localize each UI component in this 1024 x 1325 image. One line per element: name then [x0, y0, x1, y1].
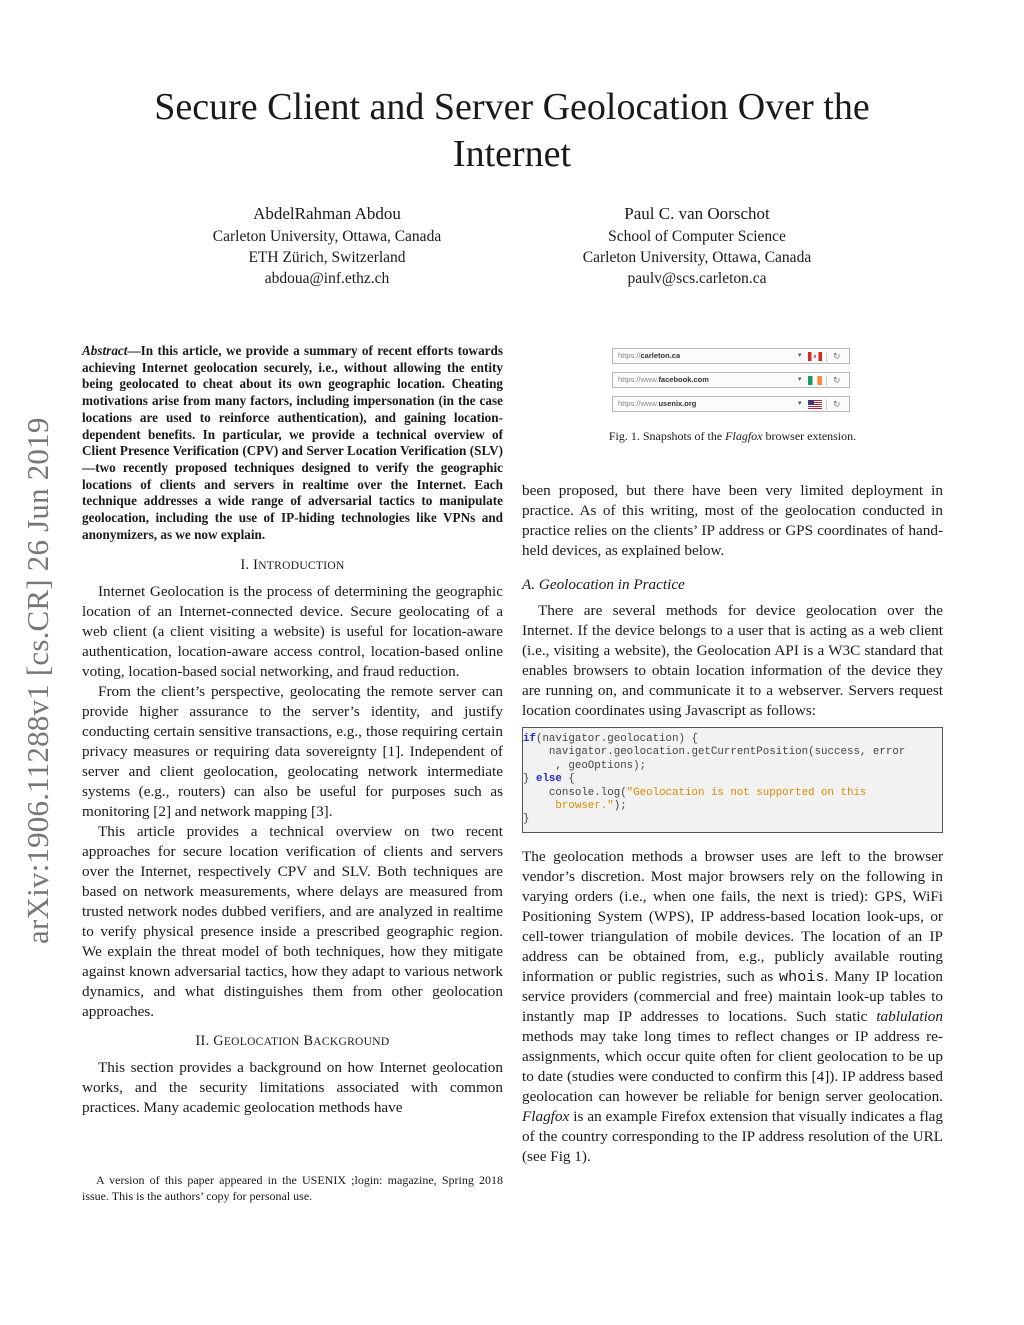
code-line: browser.");	[523, 800, 627, 813]
section-title-rest: NTRODUCTION	[258, 560, 345, 573]
section-title-rest: EOLOCATION	[223, 1036, 300, 1049]
section-numeral: II.	[195, 1033, 210, 1050]
footnote: A version of this paper appeared in the USENIX ;login: magazine, Spring 2018 issue. This is the authors’ copy for personal use.	[82, 1173, 503, 1203]
subsection-heading: A. Geolocation in Practice	[522, 576, 685, 593]
abstract-lead: Abstract	[82, 343, 128, 358]
author-name: Paul C. van Oorschot	[624, 204, 770, 223]
author-block-2	[547, 202, 847, 289]
canada-flag-icon	[808, 352, 822, 361]
section-initial: G	[213, 1033, 224, 1050]
divider	[826, 399, 827, 410]
divider	[826, 351, 827, 362]
practice-paragraph-1: There are several methods for device geolocation over the Internet. If the device belongs to a user that is acting as a web client (i.e., visiting a website), the Geolocation API is a W3C standard that enables browsers to obtain location information of the device they are running on, and communicate it to a webserver. Servers request location coordinates using Javascript as follows:	[522, 602, 943, 719]
section-heading-introduction	[82, 555, 503, 576]
paper-title: Secure Client and Server Geolocation Over the Internet	[154, 86, 870, 175]
author-name: AbdelRahman Abdou	[253, 204, 401, 223]
chevron-down-icon: ▾	[798, 352, 802, 359]
usa-flag-icon	[808, 400, 822, 409]
arxiv-watermark	[14, 360, 66, 944]
flagfox-figure	[612, 346, 852, 414]
author-affiliation: School of Computer Science	[608, 228, 786, 245]
chevron-down-icon: ▾	[798, 400, 802, 407]
author-block-1	[177, 202, 477, 289]
intro-paragraph-2: From the client’s perspective, geolocating the remote server can provide higher assurance to the server’s identity, and justify conducting certain sensitive transactions, e.g., those requiring certain privacy measures or requiring data sovereignty [1]. Independent of server and client geolocation, geolocating network intermediate systems (e.g., routers) can also be useful for purposes such as monitoring [2] and network mapping [3].	[82, 683, 503, 821]
code-line: navigator.geolocation.getCurrentPosition(success, error	[523, 746, 906, 759]
code-line: , geoOptions);	[523, 759, 647, 772]
url-text: https://www.facebook.com	[618, 375, 709, 384]
practice-paragraph-2: The geolocation methods a browser uses are left to the browser vendor’s discretion. Most major browsers rely on the following in varying orders (i.e., when one fails, the next is tried): GPS, WiFi Positioning System (WPS), IP address-based location look-ups, or cell-tower triangulation of mobile devices. The location of an IP address can be obtained from, e.g., publicly available routing information or public registries, such as whois. Many IP location service providers (commercial and free) maintain look-up tables to instantly map IP addresses to locations. Such static tablulation methods may take long times to reflect changes or IP address re-assignments, which occur quite often for client geolocation to be up to date (studies were conducted to confirm this [4]). IP address based geolocation can however be reliable for benign server geolocation. Flagfox is an example Firefox extension that visually indicates a flag of the country corresponding to the IP address resolution of the URL (see Fig 1).	[522, 847, 944, 1165]
code-line: if(navigator.geolocation) {	[523, 733, 698, 745]
url-bar	[612, 348, 850, 364]
url-bar	[612, 396, 850, 412]
code-line: } else {	[523, 773, 575, 786]
intro-paragraph-3: This article provides a technical overview on two recent approaches for secure location verification of clients and servers over the Internet, respectively CPV and SLV. Both techniques are based on network measurements, where delays are measured from trusted network nodes dubbed verifiers, and are analyzed in realtime to verify physical presence inside a prescribed geographic region. We explain the threat model of both techniques, how they mitigate against known adversarial tactics, how they adapt to various network dynamics, and what distinguishes them from other geolocation approaches.	[82, 823, 503, 1021]
chevron-down-icon: ▾	[798, 376, 802, 383]
code-listing	[522, 727, 943, 833]
author-affiliation: Carleton University, Ottawa, Canada	[212, 228, 442, 245]
section-initial: B	[303, 1033, 314, 1050]
right-column	[522, 481, 943, 1167]
left-column	[82, 343, 503, 1118]
arxiv-id: arXiv:1906.11288v1 [cs.CR] 26 Jun 2019	[20, 417, 55, 944]
reload-icon: ↻	[833, 375, 841, 385]
url-text: https://www.usenix.org	[618, 399, 697, 408]
code-line: }	[523, 813, 530, 826]
section-title-rest: ACKGROUND	[313, 1036, 390, 1049]
url-text: https://carleton.ca	[618, 351, 681, 360]
divider	[826, 375, 827, 386]
author-email: paulv@scs.carleton.ca	[627, 270, 767, 287]
url-bar	[612, 372, 850, 388]
background-paragraph-1-continued: been proposed, but there have been very limited deployment in practice. As of this writing, most of the geolocation conducted in practice relies on the clients’ IP address or GPS coordinates of hand-held devices, as explained below.	[522, 482, 943, 559]
reload-icon: ↻	[833, 351, 841, 361]
background-paragraph-1: This section provides a background on how Internet geolocation works, and the security limitations associated with common practices. Many academic geolocation methods have	[82, 1059, 503, 1117]
author-affiliation: ETH Zürich, Switzerland	[248, 249, 406, 266]
section-initial: I	[253, 557, 259, 574]
reload-icon: ↻	[833, 399, 841, 409]
author-affiliation: Carleton University, Ottawa, Canada	[582, 249, 812, 266]
intro-paragraph-1: Internet Geolocation is the process of determining the geographic location of an Internet-connected device. Secure geolocating of a web client (a client visiting a website) is useful for location-aware authentication, location-aware access control, location-based online voting, location-based social networking, and fraud reduction.	[82, 583, 503, 681]
figure-caption: Fig. 1. Snapshots of the Flagfox browser extension.	[608, 429, 857, 443]
code-line: console.log("Geolocation is not supported on this	[523, 786, 867, 799]
section-numeral: I.	[240, 557, 250, 574]
abstract	[82, 343, 503, 543]
abstract-text: —In this article, we provide a summary of recent efforts towards achieving Internet geolocation securely, i.e., without allowing the entity being geolocated to cheat about its own geographic location. Cheating motivations arise from many factors, including impersonation (in the case locations are used to reinforce authentication), and gaining location-dependent benefits. In particular, we provide a technical overview of Client Presence Verification (CPV) and Server Location Verification (SLV)—two recently proposed techniques designed to verify the geographic locations of clients and servers in realtime over the Internet. Each technique addresses a wide range of adversarial tactics to manipulate geolocation, including the use of IP-hiding technologies like VPNs and anonymizers, as we now explain.	[82, 343, 503, 542]
ireland-flag-icon	[808, 376, 822, 385]
section-heading-background	[82, 1031, 503, 1052]
author-email: abdoua@inf.ethz.ch	[264, 270, 390, 287]
